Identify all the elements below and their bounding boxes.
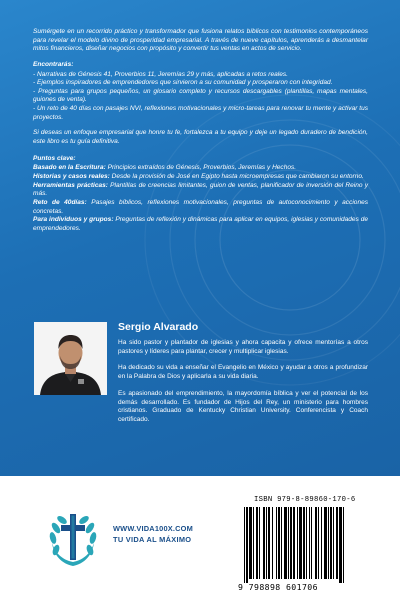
barcode-bar (284, 507, 287, 579)
keypoint-text: Pasajes bíblicos, reflexiones motivacionales, preguntas de autoconocimiento y acciones concretas. (33, 198, 368, 215)
barcode-bar (253, 507, 254, 579)
barcode-bar (315, 507, 317, 579)
barcode-bar (309, 507, 310, 579)
barcode-bar (244, 507, 245, 583)
list-item: - Un reto de 40 días con pasajes NVI, reflexiones motivacionales y micro-tareas para renovar tu mente y activar tus proyectos. (33, 105, 368, 121)
author-portrait-icon (34, 322, 107, 395)
barcode-bar (288, 507, 289, 579)
list-item: - Narrativas de Génesis 41, Proverbios 11, Jeremías 29 y más, aplicadas a retos reales. (33, 70, 288, 78)
list-item: - Ejemplos inspiradores de emprendedores que sirvieron a su comunidad y prosperaron con integridad. (33, 79, 333, 87)
barcode-bar (330, 507, 332, 579)
barcode-bar (290, 507, 292, 579)
barcode-bar (246, 507, 248, 583)
barcode-bar (272, 507, 273, 579)
barcode-bar (259, 507, 260, 579)
barcode-bar (281, 507, 282, 579)
barcode-digits: 9 798898 601706 (238, 582, 318, 592)
author-name: Sergio Alvarado (118, 321, 199, 333)
barcode-bar (263, 507, 265, 579)
keypoint-item (33, 173, 368, 182)
barcode-bar (278, 507, 280, 579)
barcode-bar (306, 507, 307, 579)
footer-panel (0, 476, 400, 600)
website-link[interactable]: WWW.VIDA100X.COM (113, 524, 193, 533)
keypoint-label: Historias y casos reales: (33, 172, 110, 180)
barcode-bar (297, 507, 298, 579)
keypoint-text: Plantillas de creencias limitantes, guion de ventas, planificador de inversión del Reino y más. (33, 181, 368, 198)
author-photo (34, 322, 107, 395)
isbn-label: ISBN 979-8-89860-170-6 (254, 496, 356, 504)
barcode-bar (336, 507, 338, 579)
barcode-bar (328, 507, 329, 579)
barcode-bar (321, 507, 322, 579)
keypoints-title: Puntos clave: (33, 154, 76, 162)
description-block (33, 28, 368, 233)
barcode-bar (318, 507, 319, 579)
keypoint-label: Herramientas prácticas: (33, 181, 108, 189)
barcode-bars (244, 507, 376, 583)
barcode-bar (256, 507, 258, 579)
closing-quote: Si deseas un enfoque empresarial que honre tu fe, fortalezca a tu equipo y deje un legado duradero de bendición, este libro es tu guía definitiva. (33, 129, 368, 146)
keypoint-item (33, 216, 368, 233)
keypoint-label: Basado en la Escritura: (33, 164, 106, 172)
list-item: - Preguntas para grupos pequeños, un glosario completo y recursos descargables (plantillas, mapas mentales, guiones de venta). (33, 87, 368, 104)
keypoint-text: Preguntas de reflexión y dinámicas para aplicar en equipos, iglesias y comunidades de emprendedores. (33, 216, 368, 232)
found-title: Encontrarás: (33, 60, 74, 68)
barcode-bar (276, 507, 277, 579)
barcode-bar (249, 507, 252, 579)
keypoint-item (33, 199, 368, 216)
found-list (33, 71, 368, 123)
barcode-bar (299, 507, 302, 579)
keypoint-item (33, 182, 368, 199)
brand-tagline: TU VIDA AL MÁXIMO (113, 535, 192, 544)
keypoint-label: Reto de 40días: (33, 198, 87, 206)
author-bio (118, 339, 368, 433)
keypoint-text: Principios extraídos de Génesis, Proverbios, Jeremías y Hechos. (105, 164, 297, 172)
keypoint-label: Para individuos y grupos: (33, 216, 114, 224)
barcode-bar (266, 507, 267, 579)
keypoint-item (33, 164, 368, 173)
barcode-bar (339, 507, 342, 583)
barcode-bar (268, 507, 270, 579)
cross-wreath-logo-icon (44, 508, 102, 570)
barcode-bar (343, 507, 344, 583)
barcode-bar (303, 507, 305, 579)
barcode-bar (293, 507, 295, 579)
bio-paragraph: Ha dedicado su vida a enseñar el Evangelio en México y ayudar a otros a profundizar en la Palabra de Dios y aplicarla a su vida diaria. (118, 364, 368, 381)
barcode-bar (324, 507, 327, 579)
barcode-bar (311, 507, 312, 579)
bio-paragraph: Es apasionado del emprendimiento, la mayordomía bíblica y ver el potencial de los demás desarrollado. Es fundador de Hijos del Rey, un ministerio para hombres cristianos. Graduado de Kentucky Christian University. Conferencista y Coach certificado. (118, 389, 368, 423)
bio-paragraph: Ha sido pastor y plantador de iglesias y ahora capacita y ofrece mentorías a otros pastores y líderes para plantar, crecer y multiplicar iglesias. (118, 339, 368, 355)
keypoint-text: Desde la provisión de José en Egipto hasta microempresas que cambiaron su entorno. (109, 172, 364, 180)
barcode-area (232, 496, 388, 594)
intro-paragraph: Sumérgete en un recorrido práctico y transformador que fusiona relatos bíblicos con testimonios contemporáneos para revelar el modelo divino de prosperidad empresarial. A través de nueve capítulos, aprenderás a desmantelar mitos financieros, diseñar negocios con propósito y convertir tus ventas en actos de servicio. (33, 28, 368, 53)
barcode-bar (333, 507, 334, 579)
